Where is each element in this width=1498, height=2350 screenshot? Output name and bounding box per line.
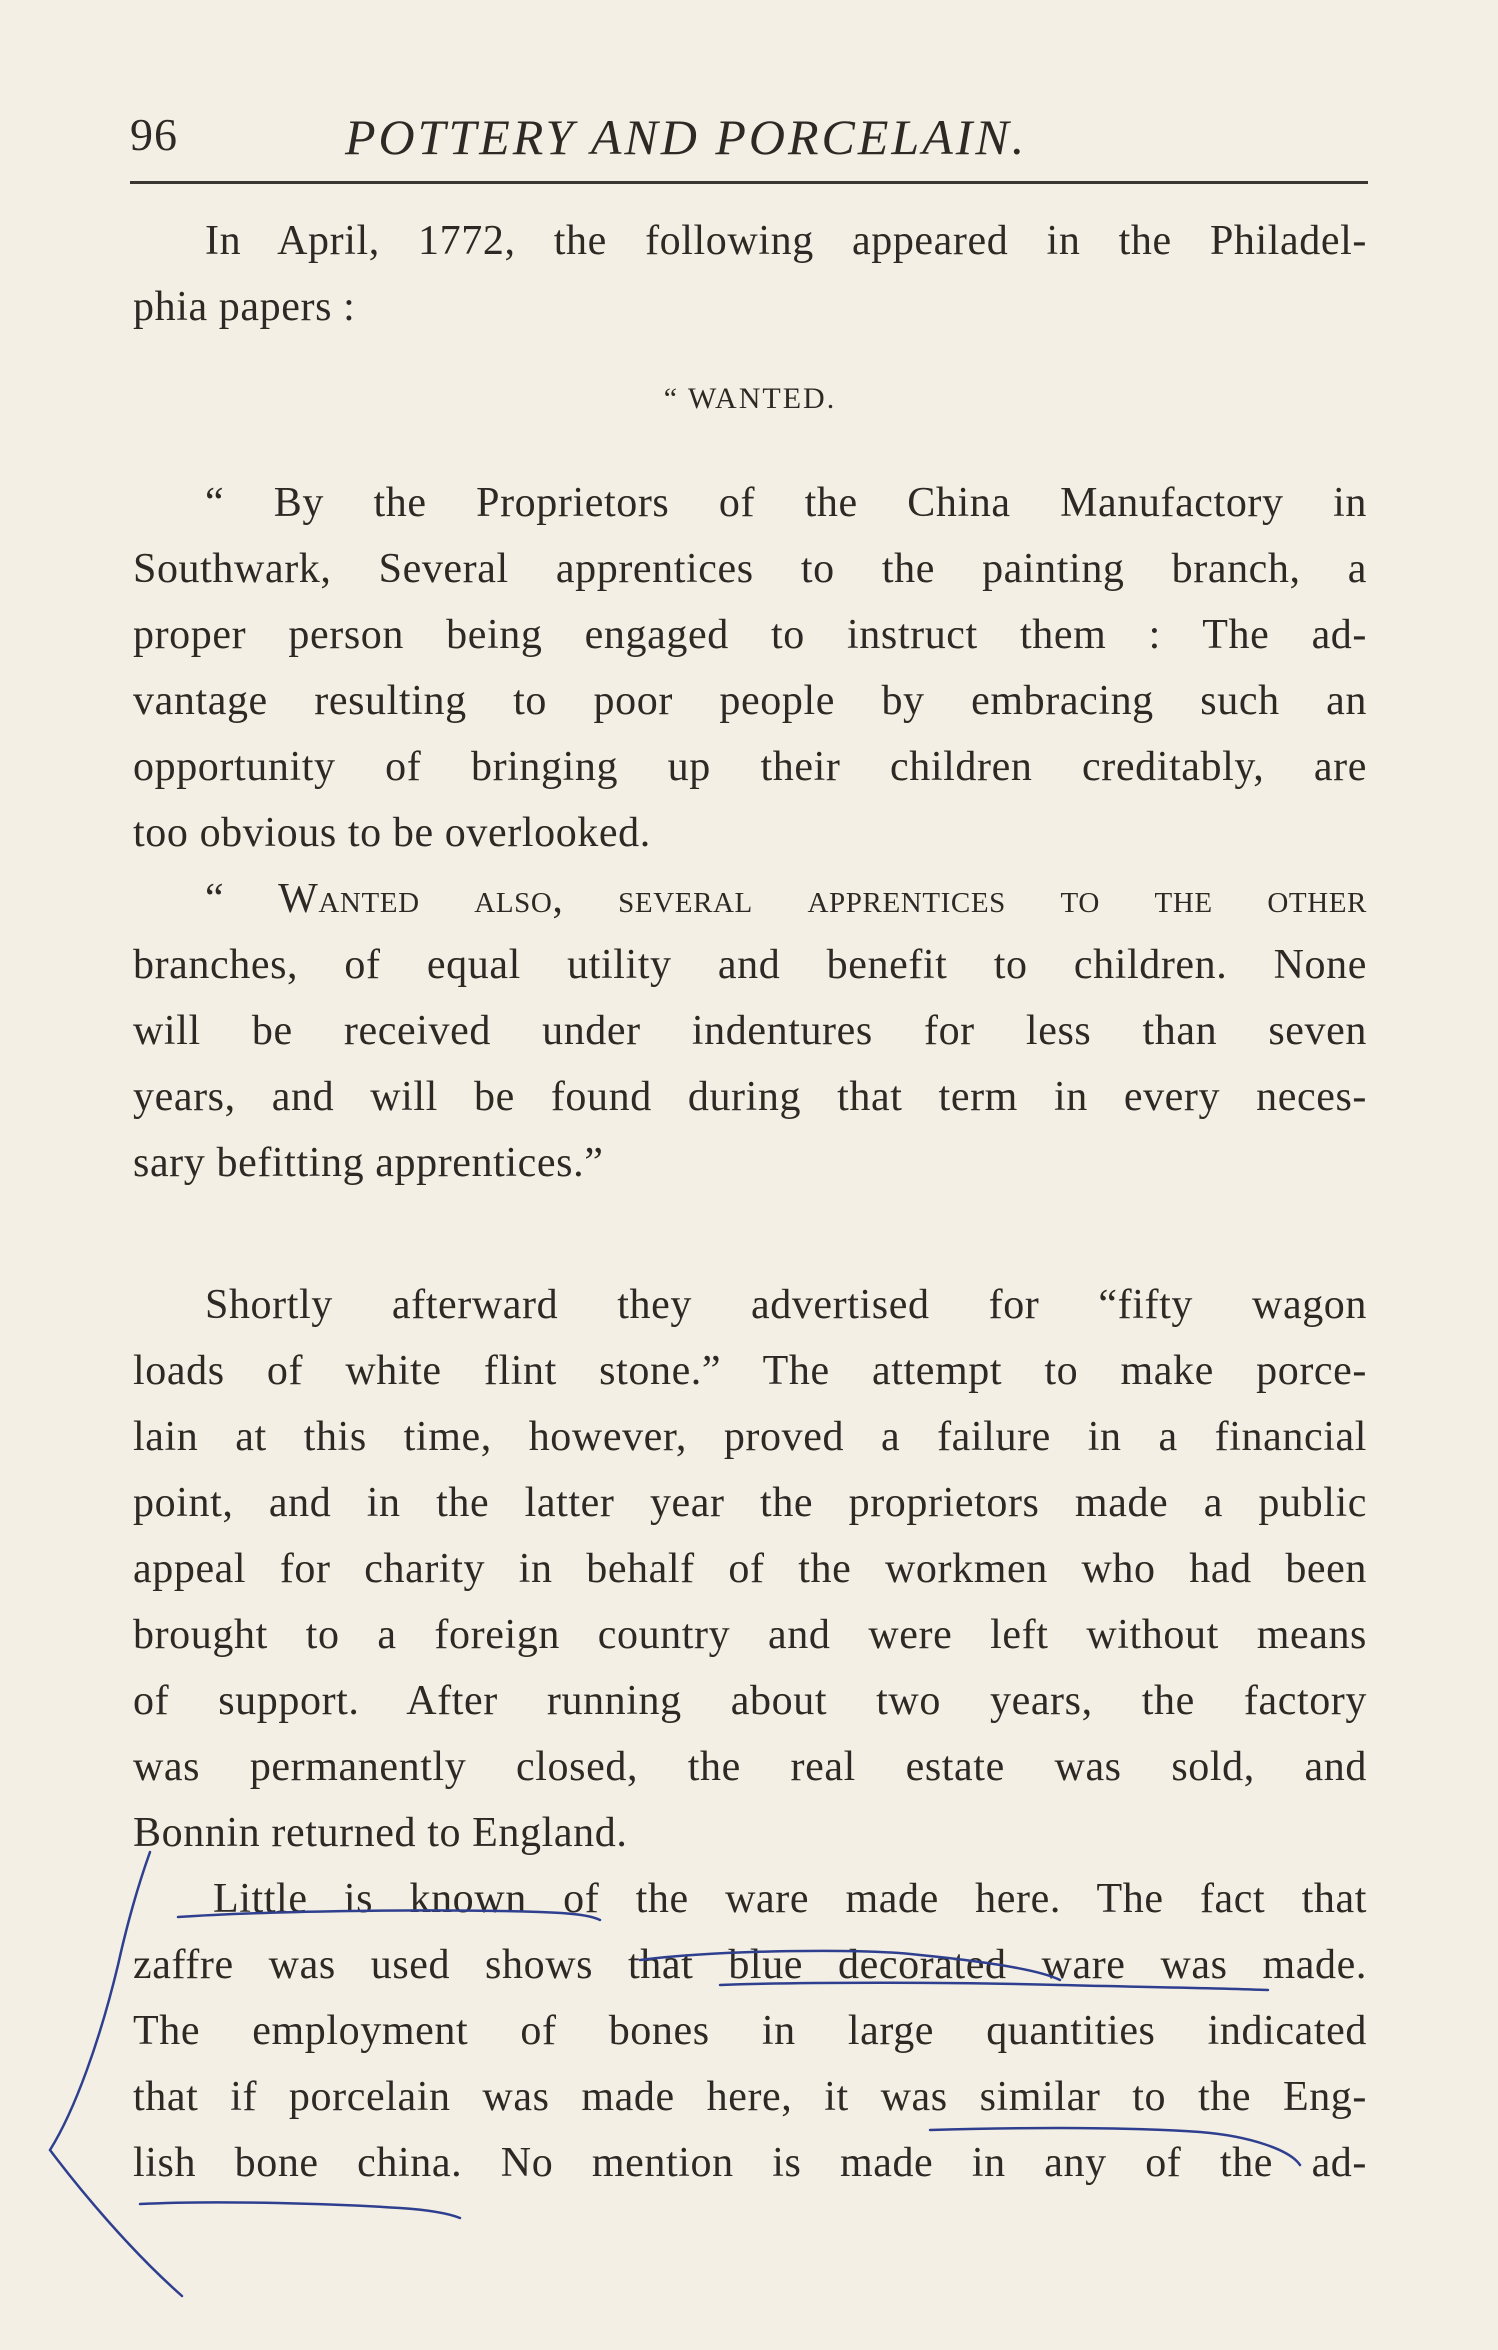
page-number: 96 — [130, 109, 178, 160]
text-line: vantage resulting to poor people by embracing such an — [133, 678, 1367, 724]
text-line: loads of white flint stone.” The attempt to make porce- — [133, 1348, 1367, 1394]
underline-lish-bone-china — [140, 2202, 460, 2218]
text-line: phia papers : — [133, 284, 356, 330]
underline-little-is-known — [178, 1910, 600, 1920]
text-line: Bonnin returned to England. — [133, 1810, 628, 1856]
underline-blue-decorated — [640, 1951, 1060, 1980]
text-line: that if porcelain was made here, it was similar to the Eng- — [133, 2074, 1367, 2120]
text-line: sary befitting apprentices.” — [133, 1140, 604, 1186]
text-line: proper person being engaged to instruct them : The ad- — [133, 612, 1367, 658]
text-line: The employment of bones in large quantities indicated — [133, 2008, 1367, 2054]
margin-bracket-mark — [50, 1852, 182, 2296]
text-line: lain at this time, however, proved a failure in a financial — [133, 1414, 1367, 1460]
running-title: POTTERY AND PORCELAIN. — [345, 109, 1028, 165]
underline-decorated-tail — [720, 1983, 1268, 1990]
text-line: Little is known of the ware made here. The fact that — [213, 1876, 1367, 1922]
text-line: branches, of equal utility and benefit to children. None — [133, 942, 1367, 988]
text-line: years, and will be found during that term in every neces- — [133, 1074, 1367, 1120]
text-line: Southwark, Several apprentices to the painting branch, a — [133, 546, 1367, 592]
underline-similar-to-the — [930, 2128, 1300, 2165]
text-line: opportunity of bringing up their children creditably, are — [133, 744, 1367, 790]
text-line: “ Wanted also, several apprentices to the other — [205, 876, 1367, 922]
text-line: “ By the Proprietors of the China Manufactory in — [205, 480, 1367, 526]
text-line: zaffre was used shows that blue decorated ware was made. — [133, 1942, 1367, 1988]
text-line: will be received under indentures for less than seven — [133, 1008, 1367, 1054]
notice-heading: “ WANTED. — [663, 382, 837, 415]
text-line: too obvious to be overlooked. — [133, 810, 651, 856]
text-line: appeal for charity in behalf of the workmen who had been — [133, 1546, 1367, 1592]
text-line: was permanently closed, the real estate was sold, and — [133, 1744, 1367, 1790]
text-line: of support. After running about two years, the factory — [133, 1678, 1367, 1724]
text-line: Shortly afterward they advertised for “fifty wagon — [205, 1282, 1367, 1328]
text-line: lish bone china. No mention is made in any of the ad- — [133, 2140, 1367, 2186]
text-line: brought to a foreign country and were left without means — [133, 1612, 1367, 1658]
text-line: In April, 1772, the following appeared in the Philadel- — [205, 218, 1367, 264]
text-line: point, and in the latter year the proprietors made a public — [133, 1480, 1367, 1526]
